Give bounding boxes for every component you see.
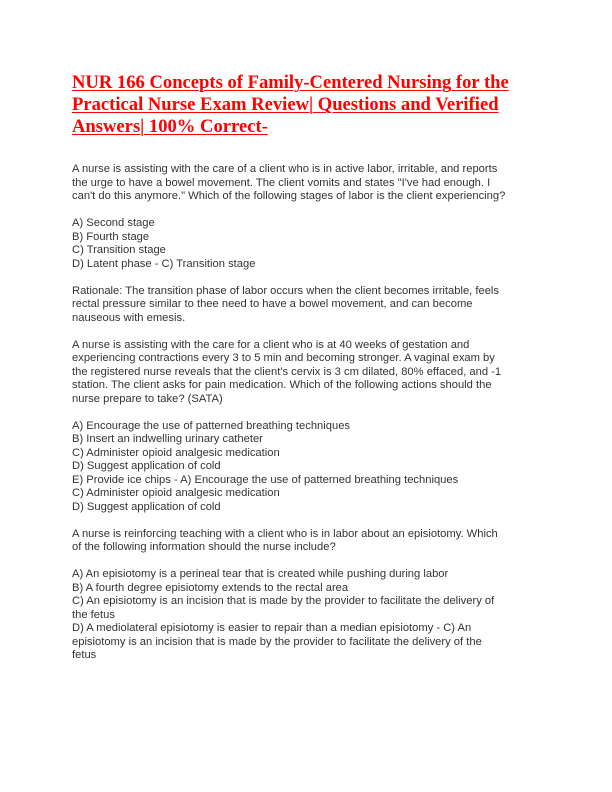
option-line: D) A mediolateral episiotomy is easier to repair than a median episiotomy - C) An xyxy=(72,622,472,634)
text-line: A nurse is assisting with the care of a client who is in active labor, irritable, and reports xyxy=(72,163,498,175)
text-line: can't do this anymore." Which of the following stages of labor is the client experiencing? xyxy=(72,190,506,202)
text-line: A nurse is assisting with the care for a client who is at 40 weeks of gestation and xyxy=(72,338,470,351)
question-3-options xyxy=(72,568,548,663)
text-line: of the following information should the nurse include? xyxy=(72,541,336,553)
question-3-stem xyxy=(72,528,548,555)
text-line: nurse prepare to take? (SATA) xyxy=(72,392,223,405)
option-line: the fetus xyxy=(72,608,115,621)
question-1-options xyxy=(72,217,548,271)
option-line: D) Suggest application of cold xyxy=(72,500,221,513)
text-line: rectal pressure similar to thee need to have a bowel movement, and can become xyxy=(72,298,473,310)
text-line: the registered nurse reveals that the client's cervix is 3 cm dilated, 80% effaced, and -1 xyxy=(72,365,502,378)
option-line: A) Encourage the use of patterned breathing techniques xyxy=(72,419,351,432)
document-title xyxy=(72,72,542,138)
title-line: Answers| 100% Correct- xyxy=(72,116,268,137)
question-1-stem xyxy=(72,163,548,204)
option-line: episiotomy is an incision that is made by the provider to facilitate the delivery of the xyxy=(72,635,482,648)
option-line: C) Administer opioid analgesic medication xyxy=(72,487,280,499)
option-line: C) Transition stage xyxy=(72,244,166,256)
question-1-rationale xyxy=(72,285,548,326)
document-body xyxy=(72,163,548,676)
text-line: experiencing contractions every 3 to 5 min and becoming stronger. A vaginal exam by xyxy=(72,352,495,364)
text-line: Rationale: The transition phase of labor occurs when the client becomes irritable, feels xyxy=(72,284,500,297)
question-2-options xyxy=(72,420,548,515)
text-line: station. The client asks for pain medication. Which of the following actions should the xyxy=(72,379,492,391)
option-line: E) Provide ice chips - A) Encourage the use of patterned breathing techniques xyxy=(72,473,459,486)
option-line: C) An episiotomy is an incision that is made by the provider to facilitate the delivery of xyxy=(72,595,495,607)
text-line: nauseous with emesis. xyxy=(72,311,186,324)
option-line: C) Administer opioid analgesic medication xyxy=(72,446,280,459)
option-line: A) Second stage xyxy=(72,217,155,229)
text-line: A nurse is reinforcing teaching with a client who is in labor about an episiotomy. Which xyxy=(72,527,498,540)
question-2-stem xyxy=(72,339,548,407)
option-line: B) A fourth degree episiotomy extends to the rectal area xyxy=(72,581,349,594)
option-line: B) Fourth stage xyxy=(72,230,150,243)
option-line: D) Suggest application of cold xyxy=(72,460,221,472)
option-line: B) Insert an indwelling urinary catheter xyxy=(72,433,263,445)
title-line: NUR 166 Concepts of Family-Centered Nursing for the xyxy=(72,72,509,93)
title-line: Practical Nurse Exam Review| Questions and Verified xyxy=(72,94,499,115)
option-line: A) An episiotomy is a perineal tear that is created while pushing during labor xyxy=(72,568,449,580)
text-line: the urge to have a bowel movement. The client vomits and states "I've had enough. I xyxy=(72,176,491,189)
option-line: fetus xyxy=(72,649,97,661)
option-line: D) Latent phase - C) Transition stage xyxy=(72,257,256,270)
